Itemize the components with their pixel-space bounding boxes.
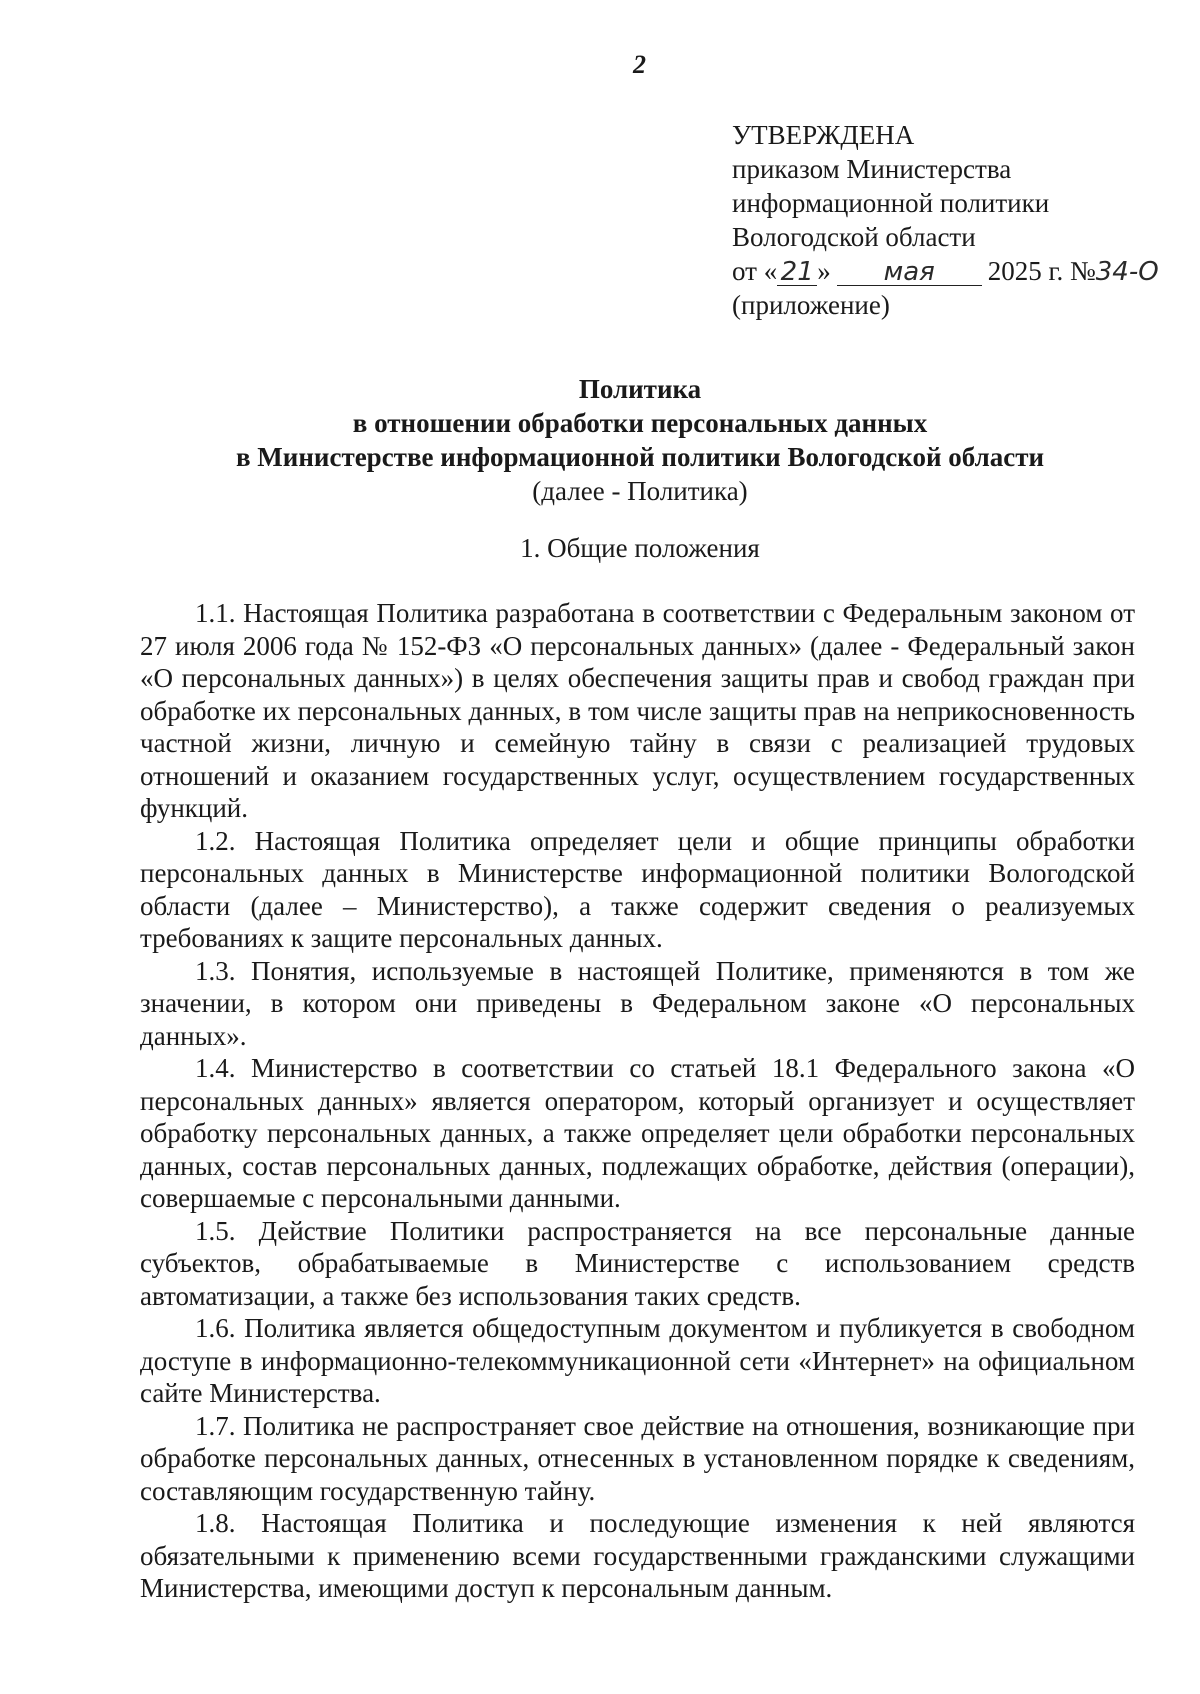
approved-word: УТВЕРЖДЕНА: [732, 120, 915, 150]
paragraph: 1.4. Министерство в соответствии со статьей 18.1 Федерального закона «О персональных данных» является оператором, который организует и осуществляет обработку персональных данных, а также определяет цели обработки персональных данных, состав персональных данных, подлежащих обработке, действия (операции), совершаемые с персональными данными.: [140, 1053, 1135, 1213]
paragraph: 1.5. Действие Политики распространяется на все персональные данные субъектов, обрабатываемые в Министерстве с использованием средств автоматизации, а также без использования таких средств.: [140, 1215, 1135, 1311]
approval-line-2: информационной политики: [732, 188, 1050, 218]
approval-line-3: Вологодской области: [732, 222, 976, 252]
paragraph: 1.6. Политика является общедоступным документом и публикуется в свободном доступе в информационно-телекоммуникационной сети «Интернет» на официальном сайте Министерства.: [140, 1313, 1135, 1408]
document-title: [0, 372, 1200, 508]
title-line-2: в отношении обработки персональных данных: [352, 408, 928, 438]
approval-date-line: [732, 254, 1172, 288]
title-line-1: Политика: [578, 374, 702, 404]
approval-line-1: приказом Министерства: [732, 154, 1012, 184]
date-month-handwritten: мая: [837, 259, 982, 286]
date-day-handwritten: 21: [777, 259, 817, 286]
title-line-4: (далее - Политика): [532, 476, 748, 506]
paragraph: 1.1. Настоящая Политика разработана в соответствии с Федеральным законом от 27 июля 2006 года № 152-ФЗ «О персональных данных» (далее - Федеральный закон «О персональных данных») в целях обеспечения защиты прав и свобод граждан при обработке их персональных данных, в том числе защиты прав на неприкосновенность частной жизни, личную и семейную тайну в связи с реализацией трудовых отношений и оказанием государственных услуг, осуществлением государственных функций.: [140, 598, 1135, 823]
paragraph: 1.7. Политика не распространяет свое действие на отношения, возникающие при обработке персональных данных, отнесенных в установленном порядке к сведениям, составляющим государственную тайну.: [140, 1410, 1135, 1506]
paragraph: 1.8. Настоящая Политика и последующие изменения к ней являются обязательными к применению всеми государственными гражданскими служащими Министерства, имеющими доступ к персональным данным.: [140, 1508, 1135, 1603]
date-year: 2025 г. №: [987, 256, 1096, 286]
approval-stamp-block: [732, 118, 1172, 322]
order-number-handwritten: 34-О: [1095, 257, 1159, 287]
page-number: 2: [633, 50, 646, 79]
section-heading: 1. Общие положения: [520, 533, 760, 563]
date-prefix: от «: [732, 256, 778, 286]
approval-appendix: (приложение): [732, 290, 890, 320]
document-body: [140, 597, 1135, 1605]
title-line-3: в Министерстве информационной политики Вологодской области: [235, 442, 1045, 472]
paragraph: 1.3. Понятия, используемые в настоящей Политике, применяются в том же значении, в котором они приведены в Федеральном законе «О персональных данных».: [140, 955, 1135, 1051]
paragraph: 1.2. Настоящая Политика определяет цели и общие принципы обработки персональных данных в Министерстве информационной политики Вологодской области (далее – Министерство), а также содержит сведения о реализуемых требованиях к защите персональных данных.: [140, 825, 1135, 953]
date-mid: »: [817, 256, 831, 286]
